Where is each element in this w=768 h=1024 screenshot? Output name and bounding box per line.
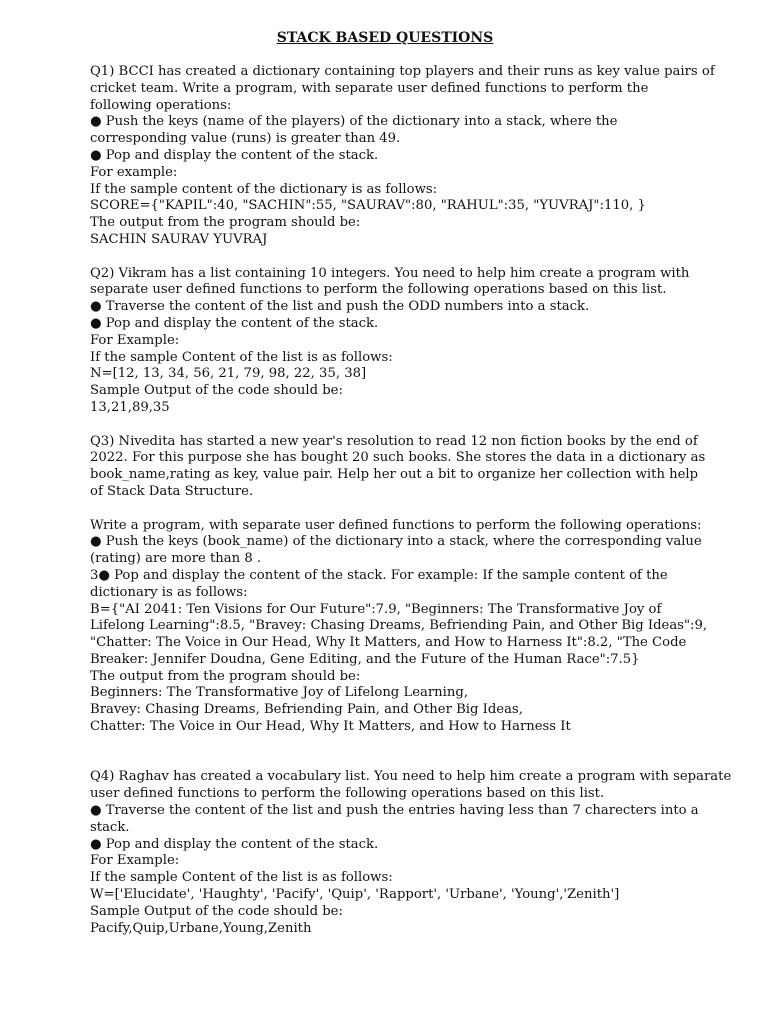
question-line: of Stack Data Structure. bbox=[90, 483, 254, 499]
question-line: Sample Output of the code should be: bbox=[90, 903, 343, 919]
bullet-line: ● Pop and display the content of the stack. bbox=[90, 147, 379, 163]
bullet-line: 3● Pop and display the content of the stack. For example: If the sample content of the bbox=[90, 567, 668, 583]
question-line: Q4) Raghav has created a vocabulary list. You need to help him create a program with separate bbox=[90, 769, 732, 785]
question-line: For Example: bbox=[90, 332, 180, 348]
question-line: dictionary is as follows: bbox=[90, 584, 248, 600]
sample-output-line: 13,21,89,35 bbox=[90, 399, 170, 415]
bullet-line: ● Traverse the content of the list and push the entries having less than 7 charecters into a bbox=[90, 803, 699, 819]
question-line: For Example: bbox=[90, 853, 180, 869]
question-line: following operations: bbox=[90, 97, 232, 113]
question-line: user defined functions to perform the following operations based on this list. bbox=[90, 786, 605, 802]
question-1 bbox=[90, 64, 715, 249]
question-line: Write a program, with separate user defined functions to perform the following operations: bbox=[90, 517, 702, 533]
question-line: Q3) Nivedita has started a new year's resolution to read 12 non fiction books by the end of bbox=[90, 433, 698, 449]
question-line: If the sample content of the dictionary is as follows: bbox=[90, 181, 438, 197]
code-sample-line: B={"AI 2041: Ten Visions for Our Future":7.9, "Beginners: The Transformative Joy of bbox=[90, 601, 662, 617]
question-line: Q1) BCCI has created a dictionary containing top players and their runs as key value pairs of bbox=[90, 64, 715, 79]
question-line: The output from the program should be: bbox=[90, 215, 361, 231]
code-sample-line: SCORE={"KAPIL":40, "SACHIN":55, "SAURAV":80, "RAHUL":35, "YUVRAJ":110, } bbox=[90, 198, 646, 214]
code-sample-line: Lifelong Learning":8.5, "Bravey: Chasing Dreams, Befriending Pain, and Other Big Ideas":9, bbox=[90, 618, 708, 634]
code-sample-line: W=['Elucidate', 'Haughty', 'Pacify', 'Quip', 'Rapport', 'Urbane', 'Young','Zenith'] bbox=[90, 887, 620, 903]
question-line: 2022. For this purpose she has bought 20 such books. She stores the data in a dictionary as bbox=[90, 450, 706, 466]
spacer bbox=[90, 501, 690, 518]
sample-output-line: Beginners: The Transformative Joy of Lifelong Learning, bbox=[90, 685, 469, 701]
sample-output-line: Chatter: The Voice in Our Head, Why It Matters, and How to Harness It bbox=[90, 719, 571, 735]
question-line: If the sample Content of the list is as follows: bbox=[90, 349, 393, 365]
question-line: Q2) Vikram has a list containing 10 integers. You need to help him create a program with bbox=[90, 265, 690, 281]
question-line: Sample Output of the code should be: bbox=[90, 383, 343, 399]
bullet-line: ● Pop and display the content of the stack. bbox=[90, 315, 379, 331]
code-sample-line: Breaker: Jennifer Doudna, Gene Editing, and the Future of the Human Race":7.5} bbox=[90, 651, 640, 667]
question-line: For example: bbox=[90, 164, 178, 180]
sample-output-line: SACHIN SAURAV YUVRAJ bbox=[90, 231, 268, 247]
bullet-line: ● Push the keys (book_name) of the dictionary into a stack, where the corresponding value bbox=[90, 534, 702, 550]
spacer bbox=[90, 249, 690, 266]
spacer bbox=[90, 417, 690, 434]
question-line: cricket team. Write a program, with separate user defined functions to perform the bbox=[90, 80, 649, 96]
question-line: separate user defined functions to perform the following operations based on this list. bbox=[90, 282, 667, 298]
spacer bbox=[90, 736, 690, 770]
bullet-line: ● Push the keys (name of the players) of the dictionary into a stack, where the bbox=[90, 114, 618, 130]
question-line: book_name,rating as key, value pair. Help her out a bit to organize her collection with help bbox=[90, 467, 699, 483]
bullet-line: ● Pop and display the content of the stack. bbox=[90, 836, 379, 852]
question-3 bbox=[90, 433, 708, 736]
question-line: stack. bbox=[90, 819, 130, 835]
question-line: The output from the program should be: bbox=[90, 668, 361, 684]
document-title: STACK BASED QUESTIONS bbox=[276, 30, 494, 46]
bullet-line: ● Traverse the content of the list and push the ODD numbers into a stack. bbox=[90, 299, 590, 315]
code-sample-line: "Chatter: The Voice in Our Head, Why It Matters, and How to Harness It":8.2, "The Code bbox=[90, 635, 687, 651]
sample-output-line: Pacify,Quip,Urbane,Young,Zenith bbox=[90, 920, 312, 936]
document-page bbox=[90, 28, 732, 937]
sample-output-line: Bravey: Chasing Dreams, Befriending Pain, and Other Big Ideas, bbox=[90, 702, 523, 718]
code-sample-line: N=[12, 13, 34, 56, 21, 79, 98, 22, 35, 38] bbox=[90, 366, 367, 382]
question-2 bbox=[90, 266, 690, 417]
question-line: corresponding value (runs) is greater than 49. bbox=[90, 131, 401, 147]
question-line: If the sample Content of the list is as follows: bbox=[90, 870, 393, 886]
question-4 bbox=[90, 769, 732, 937]
question-line: (rating) are more than 8 . bbox=[90, 551, 262, 567]
